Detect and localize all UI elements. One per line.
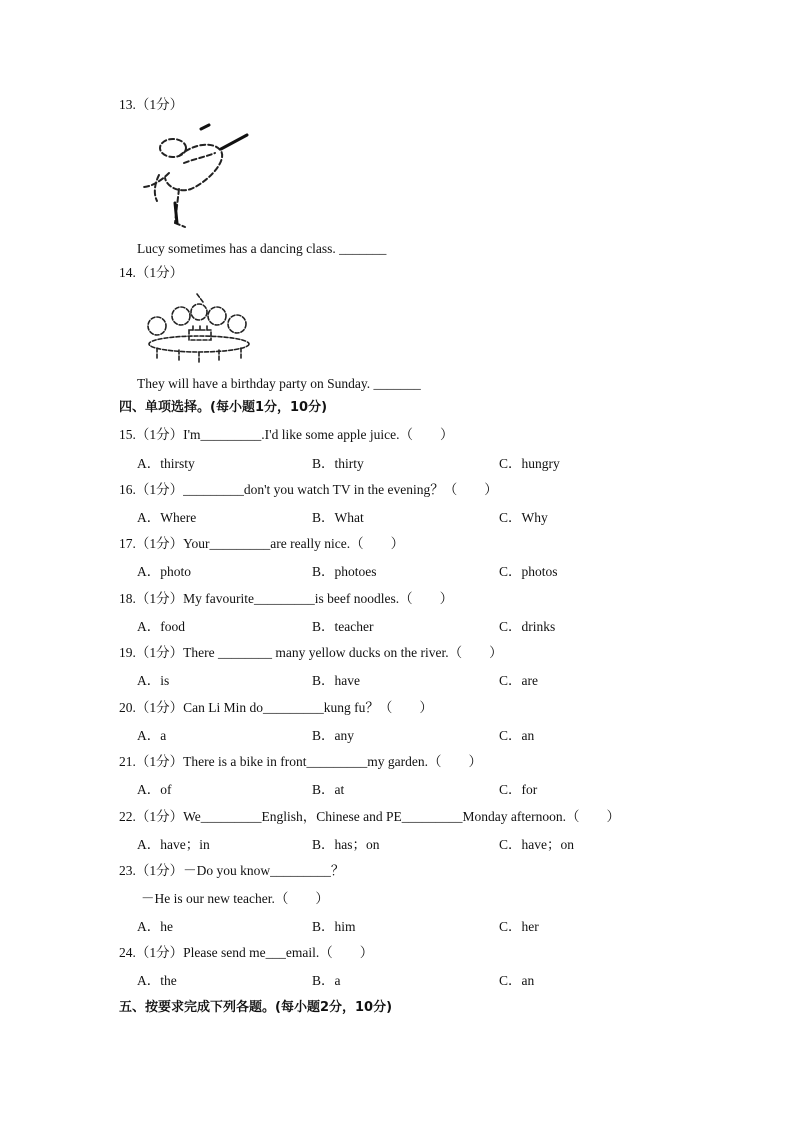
q22-option-a: A．have；in (137, 837, 210, 852)
section5-title: 五、按要求完成下列各题。(每小题2分，10分) (119, 1000, 393, 1015)
q19-stem: 19.（1分）There ________ many yellow ducks on the river.（ ） (119, 645, 503, 660)
q21-option-a: A．of (137, 782, 172, 797)
q22-option-b: B．has；on (312, 837, 380, 852)
q15-option-a: A．thirsty (137, 456, 195, 471)
q23-reply: －He is our new teacher.（ ） (141, 891, 329, 906)
section4-title: 四、单项选择。(每小题1分，10分) (119, 400, 328, 415)
q23-option-c: C．her (499, 919, 539, 934)
q16-option-a: A．Where (137, 510, 197, 525)
birthday-party-illustration (137, 292, 251, 364)
q21-option-b: B．at (312, 782, 345, 797)
q13-header: 13.（1分） (119, 97, 184, 112)
q16-option-b: B．What (312, 510, 364, 525)
q14-header: 14.（1分） (119, 265, 184, 280)
q19-option-c: C．are (499, 673, 538, 688)
q20-option-b: B．any (312, 728, 354, 743)
q17-option-c: C．photos (499, 564, 558, 579)
q18-option-b: B．teacher (312, 619, 374, 634)
q23-stem: 23.（1分）－Do you know_________？ (119, 863, 345, 878)
q24-stem: 24.（1分）Please send me___email.（ ） (119, 945, 374, 960)
q20-option-c: C．an (499, 728, 535, 743)
q22-option-c: C．have；on (499, 837, 574, 852)
q20-option-a: A．a (137, 728, 167, 743)
q16-stem: 16.（1分）_________don't you watch TV in the evening？（ ） (119, 482, 498, 497)
q24-option-a: A．the (137, 973, 177, 988)
q14-sentence: They will have a birthday party on Sunday. _______ (137, 376, 421, 391)
q24-option-c: C．an (499, 973, 535, 988)
q17-option-a: A．photo (137, 564, 191, 579)
q15-option-c: C．hungry (499, 456, 560, 471)
q16-option-c: C．Why (499, 510, 548, 525)
q13-sentence: Lucy sometimes has a dancing class. _______ (137, 241, 387, 256)
q20-stem: 20.（1分）Can Li Min do_________kung fu？（ ） (119, 700, 433, 715)
dancing-girl-illustration (139, 123, 251, 229)
q17-option-b: B．photoes (312, 564, 377, 579)
q21-stem: 21.（1分）There is a bike in front_________my garden.（ ） (119, 754, 482, 769)
q23-option-a: A．he (137, 919, 173, 934)
q23-option-b: B．him (312, 919, 356, 934)
q15-stem: 15.（1分）I'm_________.I'd like some apple juice.（ ） (119, 427, 454, 442)
q22-stem: 22.（1分）We_________English，Chinese and PE_________Monday afternoon.（ ） (119, 809, 620, 824)
q18-stem: 18.（1分）My favourite_________is beef noodles.（ ） (119, 591, 454, 606)
q18-option-a: A．food (137, 619, 185, 634)
q17-stem: 17.（1分）Your_________are really nice.（ ） (119, 536, 405, 551)
q19-option-b: B．have (312, 673, 360, 688)
q19-option-a: A．is (137, 673, 170, 688)
q18-option-c: C．drinks (499, 619, 556, 634)
q21-option-c: C．for (499, 782, 538, 797)
q24-option-b: B．a (312, 973, 341, 988)
q15-option-b: B．thirty (312, 456, 364, 471)
